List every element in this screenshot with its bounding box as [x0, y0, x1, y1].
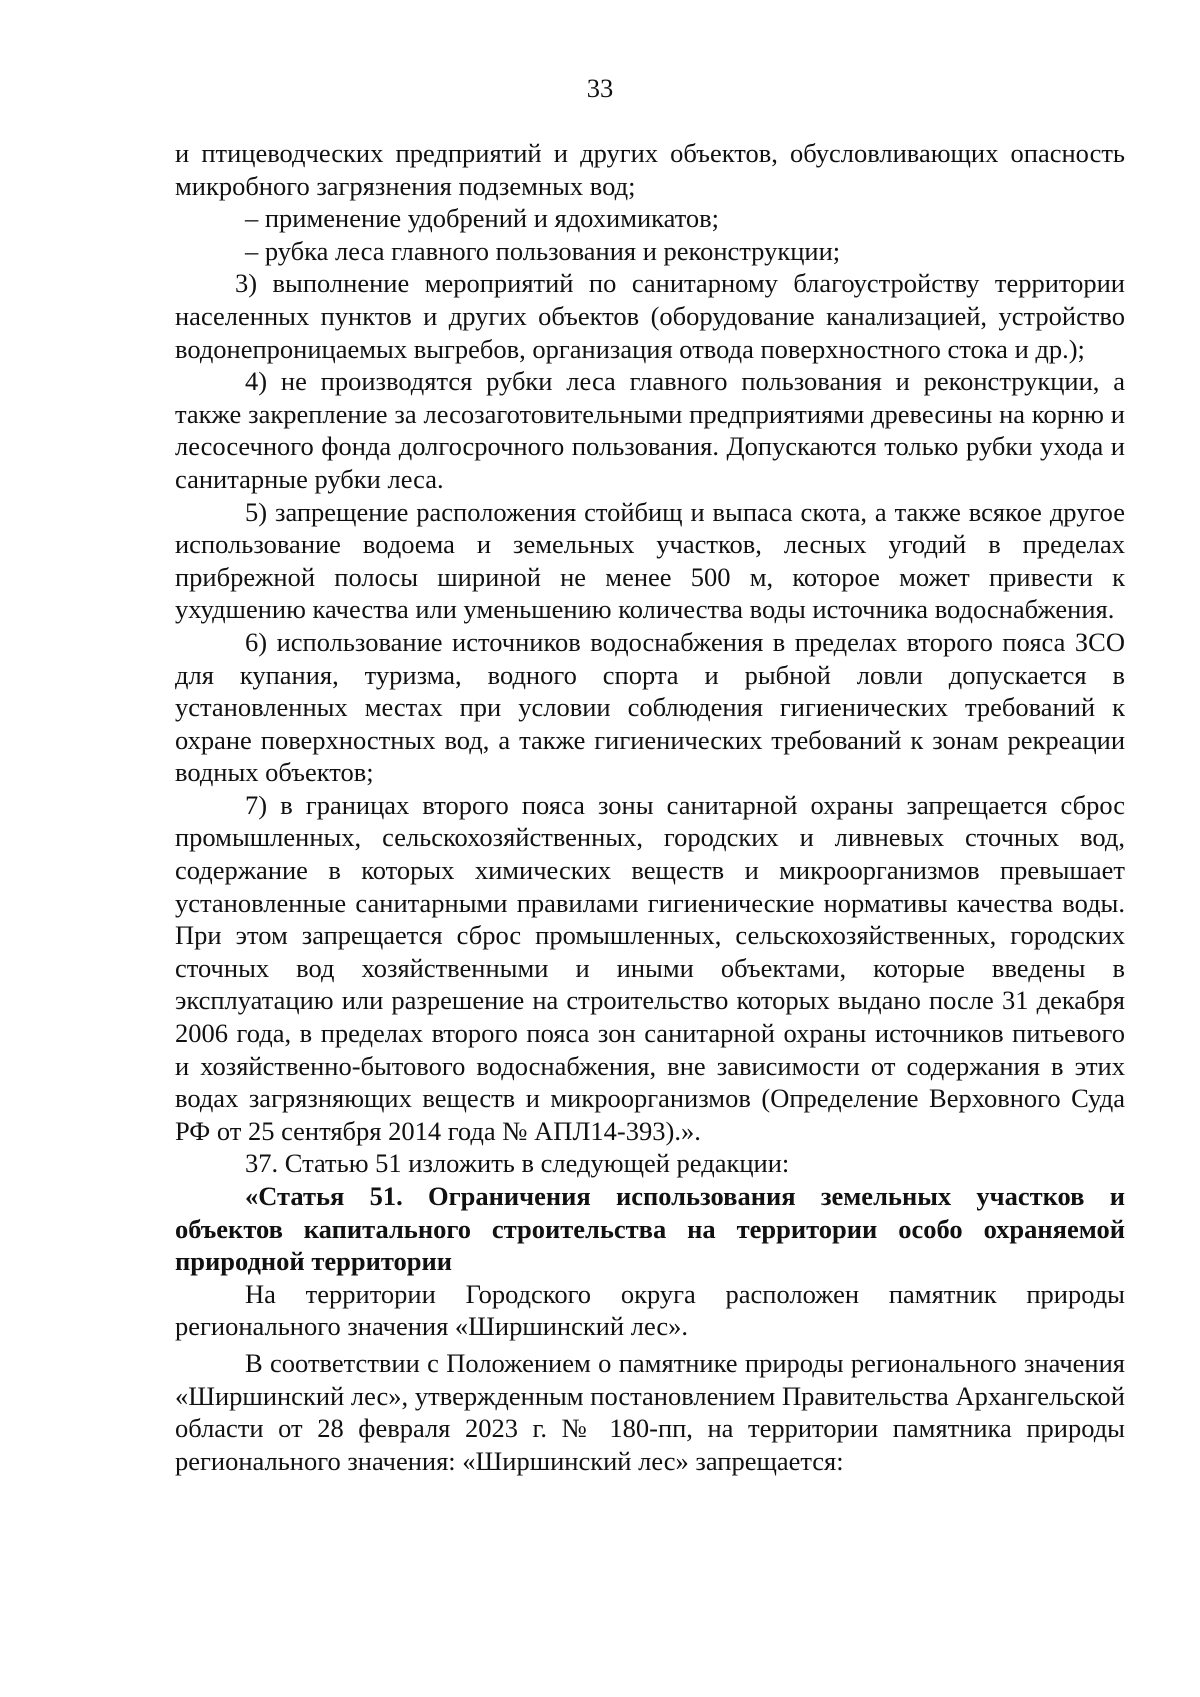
amendment-item-37: 37. Статью 51 изложить в следующей редакции:: [245, 1148, 790, 1179]
page-number: 33: [586, 73, 614, 103]
document-body: [175, 137, 1125, 1477]
article-51-heading: «Статья 51. Ограничения использования земельных участков и объектов капитального строительства на территории особо охраняемой природной территории: [175, 1181, 1125, 1277]
paragraph-monument: На территории Городского округа расположен памятник природы регионального значения «Ширшинский лес».: [175, 1278, 1125, 1342]
list-item-4: 4) не производятся рубки леса главного пользования и реконструкции, а также закрепление за лесозаготовительными предприятиями древесины на корню и лесосечного фонда долгосрочного пользования. Допускаются только рубки ухода и санитарные рубки леса.: [175, 366, 1125, 494]
list-item-3: 3) выполнение мероприятий по санитарному благоустройству территории населенных пунктов и других объектов (оборудование канализацией, устройство водонепроницаемых выгребов, организация отвода поверхностного стока и др.);: [175, 268, 1125, 364]
paragraph-regulation: В соответствии с Положением о памятнике природы регионального значения «Ширшинский лес», утвержденным постановлением Правительства Архангельской области от 28 февраля 2023 г. № 180-пп, на территории памятника природы регионального значения: «Ширшинский лес» запрещается:: [175, 1347, 1125, 1476]
paragraph-continuation: и птицеводческих предприятий и других объектов, обусловливающих опасность микробного загрязнения подземных вод;: [175, 138, 1125, 201]
list-item-fertilizers: – применение удобрений и ядохимикатов;: [245, 203, 720, 234]
list-item-6: 6) использование источников водоснабжения в пределах второго пояса ЗСО для купания, туризма, водного спорта и рыбной ловли допускается в установленных местах при условии соблюдения гигиенических требований к охране поверхностных вод, а также гигиенических требований к зонам рекреации водных объектов;: [175, 626, 1125, 788]
list-item-5: 5) запрещение расположения стойбищ и выпаса скота, а также всякое другое использование водоема и земельных участков, лесных угодий в пределах прибрежной полосы шириной не менее 500 м, которое может привести к ухудшению качества или уменьшению количества воды источника водоснабжения.: [175, 496, 1125, 625]
list-item-7: 7) в границах второго пояса зоны санитарной охраны запрещается сброс промышленных, сельскохозяйственных, городских и ливневых сточных вод, содержание в которых химических веществ и микроорганизмов превышает установленные санитарными правилами гигиенические нормативы качества воды. При этом запрещается сброс промышленных, сельскохозяйственных, городских сточных вод хозяйственными и иными объектами, которые введены в эксплуатацию или разрешение на строительство которых выдано после 31 декабря 2006 года, в пределах второго пояса зон санитарной охраны источников питьевого и хозяйственно-бытового водоснабжения, вне зависимости от содержания в этих водах загрязняющих веществ и микроорганизмов (Определение Верховного Суда РФ от 25 сентября 2014 года № АПЛ14-393).».: [175, 789, 1125, 1146]
list-item-logging: – рубка леса главного пользования и реконструкции;: [245, 235, 841, 266]
